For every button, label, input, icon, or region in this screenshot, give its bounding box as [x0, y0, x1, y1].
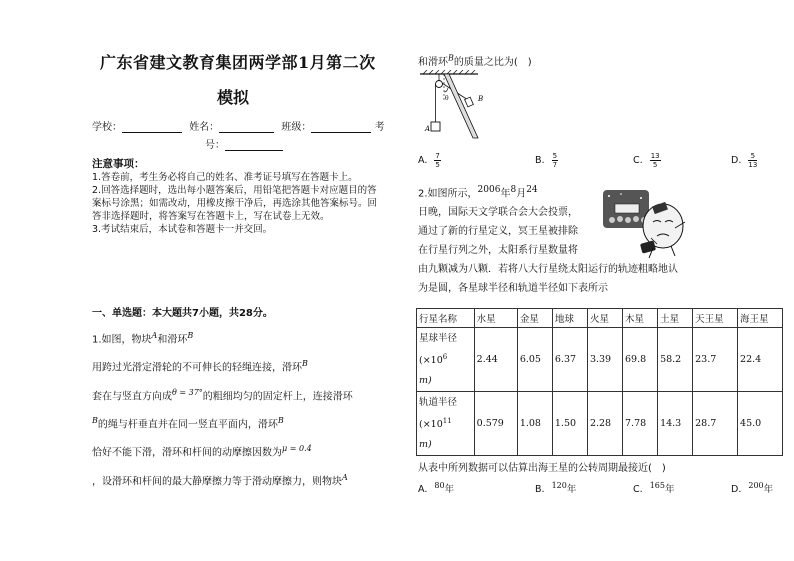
- var-theta: θ = 37°: [172, 387, 203, 397]
- fraction: [650, 152, 661, 169]
- var-a: A: [151, 331, 158, 340]
- numerator: 13: [650, 152, 660, 160]
- q1-text: 1.如图，物块: [92, 334, 152, 346]
- option-unit: 年: [444, 484, 455, 496]
- q2-text: 通过了新的行星定义，冥王星被排除: [418, 226, 578, 238]
- pluto-cartoon-image: [601, 186, 689, 262]
- q2-text: 月: [516, 188, 527, 200]
- option-value: 200: [748, 481, 764, 490]
- table-header-cell: 地球: [552, 309, 587, 328]
- q2-text: 为是圆，各星球半径和轨道半径如下表所示: [418, 283, 608, 295]
- figure-label-a: A: [425, 125, 431, 133]
- row-label-unit: m): [419, 374, 432, 386]
- table-header-cell: 行星名称: [417, 309, 475, 328]
- table-cell: 1.50: [552, 392, 587, 456]
- exam-no-blank[interactable]: [225, 139, 283, 151]
- option-label: C.: [633, 484, 643, 496]
- table-header-cell: 金星: [517, 309, 552, 328]
- q1-text: 的质量之比为( ): [453, 57, 532, 68]
- school-blank[interactable]: [122, 121, 182, 133]
- option-value: 165: [649, 481, 665, 490]
- student-info-line1: [92, 118, 385, 133]
- denominator: 5: [435, 161, 440, 169]
- table-cell: 14.3: [658, 392, 693, 456]
- denominator: 5: [652, 161, 658, 169]
- q2-day: 24: [526, 185, 538, 195]
- var-mu: μ = 0.4: [282, 444, 312, 454]
- class-label: 班级：: [281, 122, 312, 133]
- figure-label-b: B: [478, 95, 484, 103]
- row-label-exp: 6: [442, 353, 448, 362]
- section-heading: 一、单选题：本大题共7小题，共28分。: [92, 308, 273, 319]
- table-cell: 6.05: [517, 328, 552, 392]
- fraction: [552, 152, 558, 169]
- q1-continuation: [418, 53, 532, 68]
- option-label: D.: [731, 484, 742, 496]
- option-label: A.: [418, 155, 428, 166]
- q1-text: ，设滑环和杆间的最大静摩擦力等于滑动摩擦力，则物块: [92, 475, 342, 487]
- q2-text: 由九颗减为八颗．若将八大行星绕太阳运行的轨迹粗略地认: [418, 264, 678, 276]
- q2-option-b[interactable]: [535, 481, 576, 495]
- option-label: A.: [418, 484, 428, 496]
- option-unit: 年: [566, 484, 577, 496]
- table-cell: 58.2: [658, 328, 693, 392]
- fraction: [748, 152, 757, 169]
- row-label-unit: m): [419, 438, 432, 450]
- note-item: 1.答卷前，考生务必将自己的姓名、准考证号填写在答题卡上。: [92, 172, 358, 183]
- q1-text: 的绳与杆垂直并在同一竖直平面内，滑环: [97, 419, 278, 431]
- q2-text: 日晚，国际天文学联合会大会投票，: [418, 207, 578, 219]
- name-label: 姓名：: [189, 122, 220, 133]
- table-cell: 1.08: [517, 392, 552, 456]
- row-label-unit: (×10: [419, 419, 443, 431]
- q1-text: 和滑环: [418, 57, 448, 68]
- var-b: B: [302, 359, 308, 369]
- exam-no-label: 考: [374, 122, 385, 133]
- table-header-cell: 土星: [658, 309, 693, 328]
- name-blank[interactable]: [219, 121, 274, 133]
- row-label: 轨道半径: [419, 397, 458, 409]
- note-item: 2.回答选择题时，选出每小题答案后，用铅笔把答题卡对应题目的答案标号涂黑；如需改动，用橡皮擦干净后，再选涂其他答案标号。回答非选择题时，将答案写在答题卡上，写在试卷上无效。: [92, 185, 378, 222]
- note-item: 3.考试结束后，本试卷和答题卡一并交回。: [92, 224, 273, 235]
- var-a: A: [342, 472, 348, 482]
- q1-text: 套在与竖直方向成: [92, 390, 172, 402]
- row-label-exp: 11: [442, 417, 452, 426]
- q1-text: 和滑环: [157, 334, 188, 346]
- q2-month: 8: [510, 185, 517, 195]
- school-label: 学校：: [92, 122, 122, 133]
- table-cell: 0.579: [474, 392, 517, 456]
- table-header-cell: 海王星: [738, 309, 783, 328]
- option-label: B.: [535, 155, 545, 166]
- q2-option-a[interactable]: [418, 481, 454, 495]
- q2-option-c[interactable]: [633, 481, 674, 495]
- table-cell: 3.39: [587, 328, 622, 392]
- q2-question-line: 从表中所列数据可以估算出海王星的公转周期最接近( ): [418, 463, 666, 474]
- table-header-cell: 火星: [587, 309, 622, 328]
- fraction: [434, 152, 440, 169]
- row-label: 星球半径: [419, 333, 458, 345]
- var-b: B: [92, 415, 98, 425]
- option-label: D.: [731, 155, 742, 166]
- q1-text: 用跨过光滑定滑轮的不可伸长的轻绳连接，滑环: [92, 362, 302, 374]
- class-blank[interactable]: [311, 121, 371, 133]
- q1-option-b[interactable]: [535, 152, 558, 169]
- notes-heading: 注意事项：: [92, 158, 145, 170]
- numerator: 7: [435, 152, 440, 160]
- pulley-rod-figure: [418, 70, 490, 140]
- q1-text: 的粗细均匀的固定杆上，连接滑环: [202, 390, 353, 402]
- table-row: [417, 328, 783, 392]
- q1-option-c[interactable]: [633, 152, 661, 169]
- option-value: 120: [551, 481, 567, 490]
- planet-data-table: [416, 308, 783, 456]
- notes-section: [92, 158, 382, 236]
- page-title: 广东省建文教育集团两学部1月第二次: [100, 53, 376, 72]
- denominator: 13: [748, 161, 758, 169]
- table-header-row: [417, 309, 783, 328]
- var-b: B: [277, 415, 284, 425]
- option-label: B.: [535, 484, 545, 496]
- student-info-line2: [205, 136, 283, 151]
- q1-option-d[interactable]: [731, 152, 757, 169]
- question-1: [92, 324, 382, 494]
- page-title-line2: 模拟: [217, 88, 250, 107]
- table-header-cell: 木星: [623, 309, 658, 328]
- q2-year: 2006: [477, 185, 501, 195]
- table-cell: 2.44: [474, 328, 517, 392]
- table-row: [417, 392, 783, 456]
- question-2: [418, 181, 778, 298]
- var-b: B: [448, 53, 454, 63]
- q2-text: 2.如图所示，: [418, 188, 478, 200]
- var-b: B: [187, 331, 194, 340]
- table-cell: 28.7: [693, 392, 738, 456]
- q1-text: 恰好不能下滑，滑环和杆间的动摩擦因数为: [92, 447, 282, 459]
- table-cell: 23.7: [693, 328, 738, 392]
- numerator: 5: [748, 152, 757, 161]
- option-label: C.: [633, 155, 643, 166]
- q2-text: 年: [500, 188, 511, 200]
- q2-text: 在行星行列之外，太阳系行星数量将: [418, 245, 578, 257]
- q1-option-a[interactable]: [418, 152, 441, 169]
- denominator: 7: [552, 161, 558, 169]
- table-cell: 22.4: [738, 328, 783, 392]
- figure-label-theta: θ: [445, 95, 449, 102]
- table-cell: 7.78: [623, 392, 658, 456]
- row-label-unit: (×10: [419, 355, 443, 367]
- table-cell: 2.28: [587, 392, 622, 456]
- table-cell: 69.8: [623, 328, 658, 392]
- option-unit: 年: [763, 484, 774, 496]
- table-header-cell: 水星: [474, 309, 517, 328]
- row-label-cell: [417, 392, 475, 456]
- option-unit: 年: [664, 484, 675, 496]
- table-cell: 6.37: [552, 328, 587, 392]
- table-cell: 45.0: [738, 392, 783, 456]
- numerator: 5: [552, 152, 558, 160]
- table-header-cell: 天王星: [693, 309, 738, 328]
- q2-option-d[interactable]: [731, 481, 773, 495]
- exam-no-label-2: 号：: [205, 140, 225, 151]
- option-value: 80: [434, 481, 445, 490]
- row-label-cell: [417, 328, 475, 392]
